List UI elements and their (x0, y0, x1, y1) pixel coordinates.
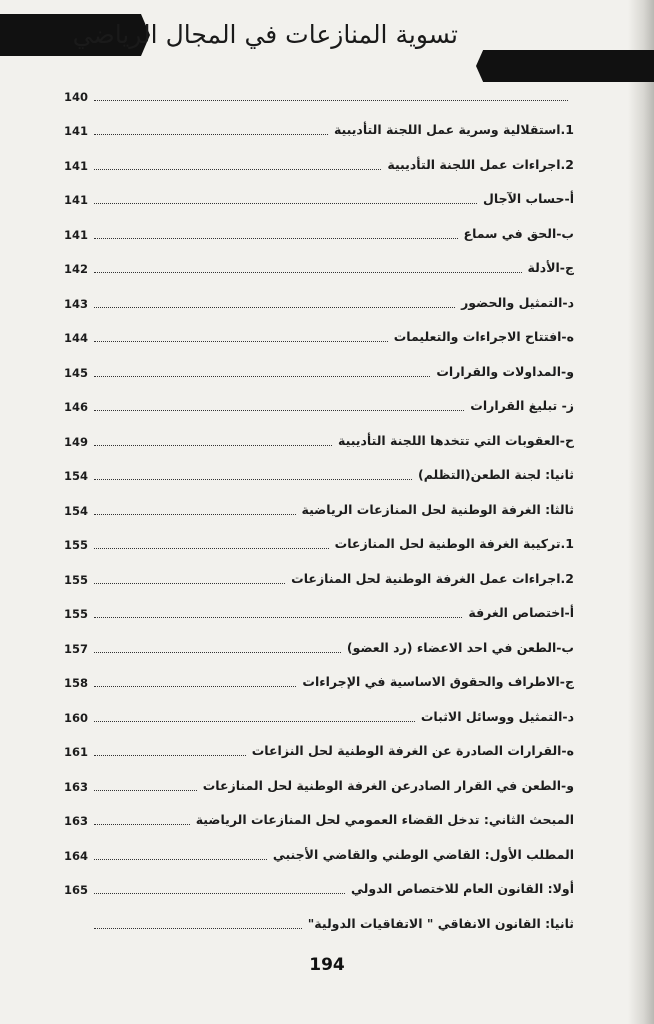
toc-leader-dots (94, 652, 341, 653)
toc-entry-title: 2.اجراءات عمل الغرفة الوطنية لحل المنازعات (291, 570, 574, 586)
toc-leader-dots (94, 445, 332, 446)
toc-entry (64, 659, 574, 694)
toc-entry-page: 165 (64, 883, 89, 897)
toc-entry (64, 383, 574, 418)
toc-entry-title: المبحث الثاني: تدخل القضاء العمومي لحل المنازعات الرياضية (195, 812, 574, 827)
toc-entry-title: 1.تركيبة الغرفة الوطنية لحل المنازعات (334, 536, 574, 551)
toc-entry (64, 693, 574, 728)
toc-entry-page: 161 (64, 745, 89, 759)
toc-entry (64, 141, 574, 176)
toc-entry (64, 521, 574, 556)
toc-entry (64, 314, 574, 349)
toc-entry-page: 160 (64, 710, 89, 725)
toc-entry-title: ج-الأدلة (527, 260, 574, 275)
toc-leader-dots (94, 686, 296, 687)
toc-entry-title: ب-الحق في سماع (463, 225, 574, 241)
page-edge-shadow (628, 0, 654, 1024)
toc-entry (64, 762, 574, 797)
table-of-contents (64, 72, 574, 935)
toc-entry (64, 452, 574, 487)
toc-entry-page: 155 (64, 538, 89, 552)
toc-leader-dots (94, 169, 381, 170)
toc-entry (64, 624, 574, 659)
toc-leader-dots (94, 755, 246, 756)
toc-entry-page: 154 (64, 469, 89, 483)
toc-entry-title: ثالثا: الغرفة الوطنية لحل المنازعات الرياضية (301, 501, 574, 517)
toc-entry (64, 900, 574, 935)
toc-entry-page: 155 (64, 607, 89, 621)
toc-leader-dots (94, 617, 462, 618)
toc-leader-dots (94, 893, 345, 894)
toc-entry (64, 555, 574, 590)
toc-entry-page: 149 (64, 434, 89, 449)
toc-entry-title: ح-العقوبات التي تتخدها اللجنة التأديبية (338, 432, 574, 448)
toc-leader-dots (94, 928, 302, 929)
toc-leader-dots (94, 479, 412, 480)
toc-entry-page: 143 (64, 296, 89, 311)
toc-entry-page: 163 (64, 814, 89, 828)
toc-entry (64, 107, 574, 142)
toc-leader-dots (94, 824, 190, 825)
toc-entry (64, 72, 574, 107)
page-number: 194 (309, 955, 345, 975)
toc-leader-dots (94, 410, 464, 411)
toc-leader-dots (94, 514, 296, 515)
toc-entry (64, 348, 574, 383)
toc-entry-page: 154 (64, 503, 89, 518)
toc-entry-page: 142 (64, 262, 89, 276)
toc-leader-dots (94, 203, 477, 204)
toc-leader-dots (94, 790, 197, 791)
toc-entry (64, 797, 574, 832)
toc-entry (64, 417, 574, 452)
toc-entry-title: أ-حساب الآجال (483, 191, 574, 206)
toc-entry-title: أولا: القانون العام للاختصاص الدولي (351, 881, 574, 896)
toc-leader-dots (94, 307, 455, 308)
toc-entry (64, 831, 574, 866)
toc-entry-page: 155 (64, 572, 89, 587)
toc-leader-dots (94, 341, 388, 342)
toc-entry-title: و-المداولات والقرارات (436, 363, 574, 379)
toc-entry-title: المطلب الأول: القاضي الوطني والقاضي الأجنبي (272, 846, 574, 862)
toc-entry (64, 728, 574, 763)
toc-entry-page: 157 (64, 641, 89, 656)
toc-entry-title: و-الطعن في القرار الصادرعن الغرفة الوطنية لحل المنازعات (202, 777, 574, 793)
toc-entry-title: 2.اجراءات عمل اللجنة التأديبية (387, 156, 574, 172)
toc-entry (64, 245, 574, 280)
toc-entry-page: 141 (64, 158, 89, 173)
toc-entry-page: 146 (64, 400, 89, 414)
toc-entry-page (64, 934, 94, 935)
toc-entry-title: ز- تبليغ القرارات (470, 398, 574, 413)
toc-entry-title: 1.استقلالية وسرية عمل اللجنة التأديبية (333, 122, 574, 137)
toc-entry-page: 163 (64, 779, 89, 794)
toc-entry-page: 158 (64, 676, 89, 690)
toc-entry (64, 486, 574, 521)
toc-leader-dots (94, 238, 458, 239)
toc-entry-title: ب-الطعن في احد الاعضاء (رد العضو) (346, 639, 574, 655)
toc-entry-title: ثانيا: القانون الانفاقي " الاتفاقيات الدولية" (307, 915, 574, 931)
toc-entry-title: ثانيا: لجنة الطعن(التظلم) (417, 467, 574, 482)
toc-leader-dots (94, 272, 522, 273)
toc-entry (64, 866, 574, 901)
toc-leader-dots (94, 583, 285, 584)
toc-entry-page: 164 (64, 848, 89, 863)
toc-entry-title: ه-القرارات الصادرة عن الغرفة الوطنية لحل النزاعات (251, 743, 574, 758)
toc-entry-page: 140 (64, 89, 89, 104)
toc-entry (64, 279, 574, 314)
toc-entry-title: أ-اختصاص الغرفة (468, 605, 574, 620)
toc-entry-title: ج-الاطراف والحقوق الاساسية في الإجراءات (302, 674, 574, 689)
toc-entry-page: 145 (64, 365, 89, 380)
running-header-title: تسوية المنازعات في المجال الرياضي (72, 20, 458, 49)
toc-entry-page: 141 (64, 227, 89, 242)
toc-entry-title: د-التمثيل ووسائل الاثبات (420, 708, 574, 724)
toc-leader-dots (94, 859, 267, 860)
toc-entry-page: 141 (64, 193, 89, 207)
toc-entry (64, 590, 574, 625)
toc-entry-title: ه-افتتاح الاجراءات والتعليمات (393, 329, 574, 344)
toc-entry (64, 176, 574, 211)
toc-entry-page: 141 (64, 124, 89, 138)
toc-leader-dots (94, 134, 328, 135)
toc-leader-dots (94, 721, 415, 722)
toc-leader-dots (94, 100, 568, 101)
toc-leader-dots (94, 548, 329, 549)
toc-entry (64, 210, 574, 245)
toc-leader-dots (94, 376, 430, 377)
toc-entry-page: 144 (64, 331, 89, 345)
toc-entry-title: د-التمثيل والحضور (461, 294, 574, 310)
